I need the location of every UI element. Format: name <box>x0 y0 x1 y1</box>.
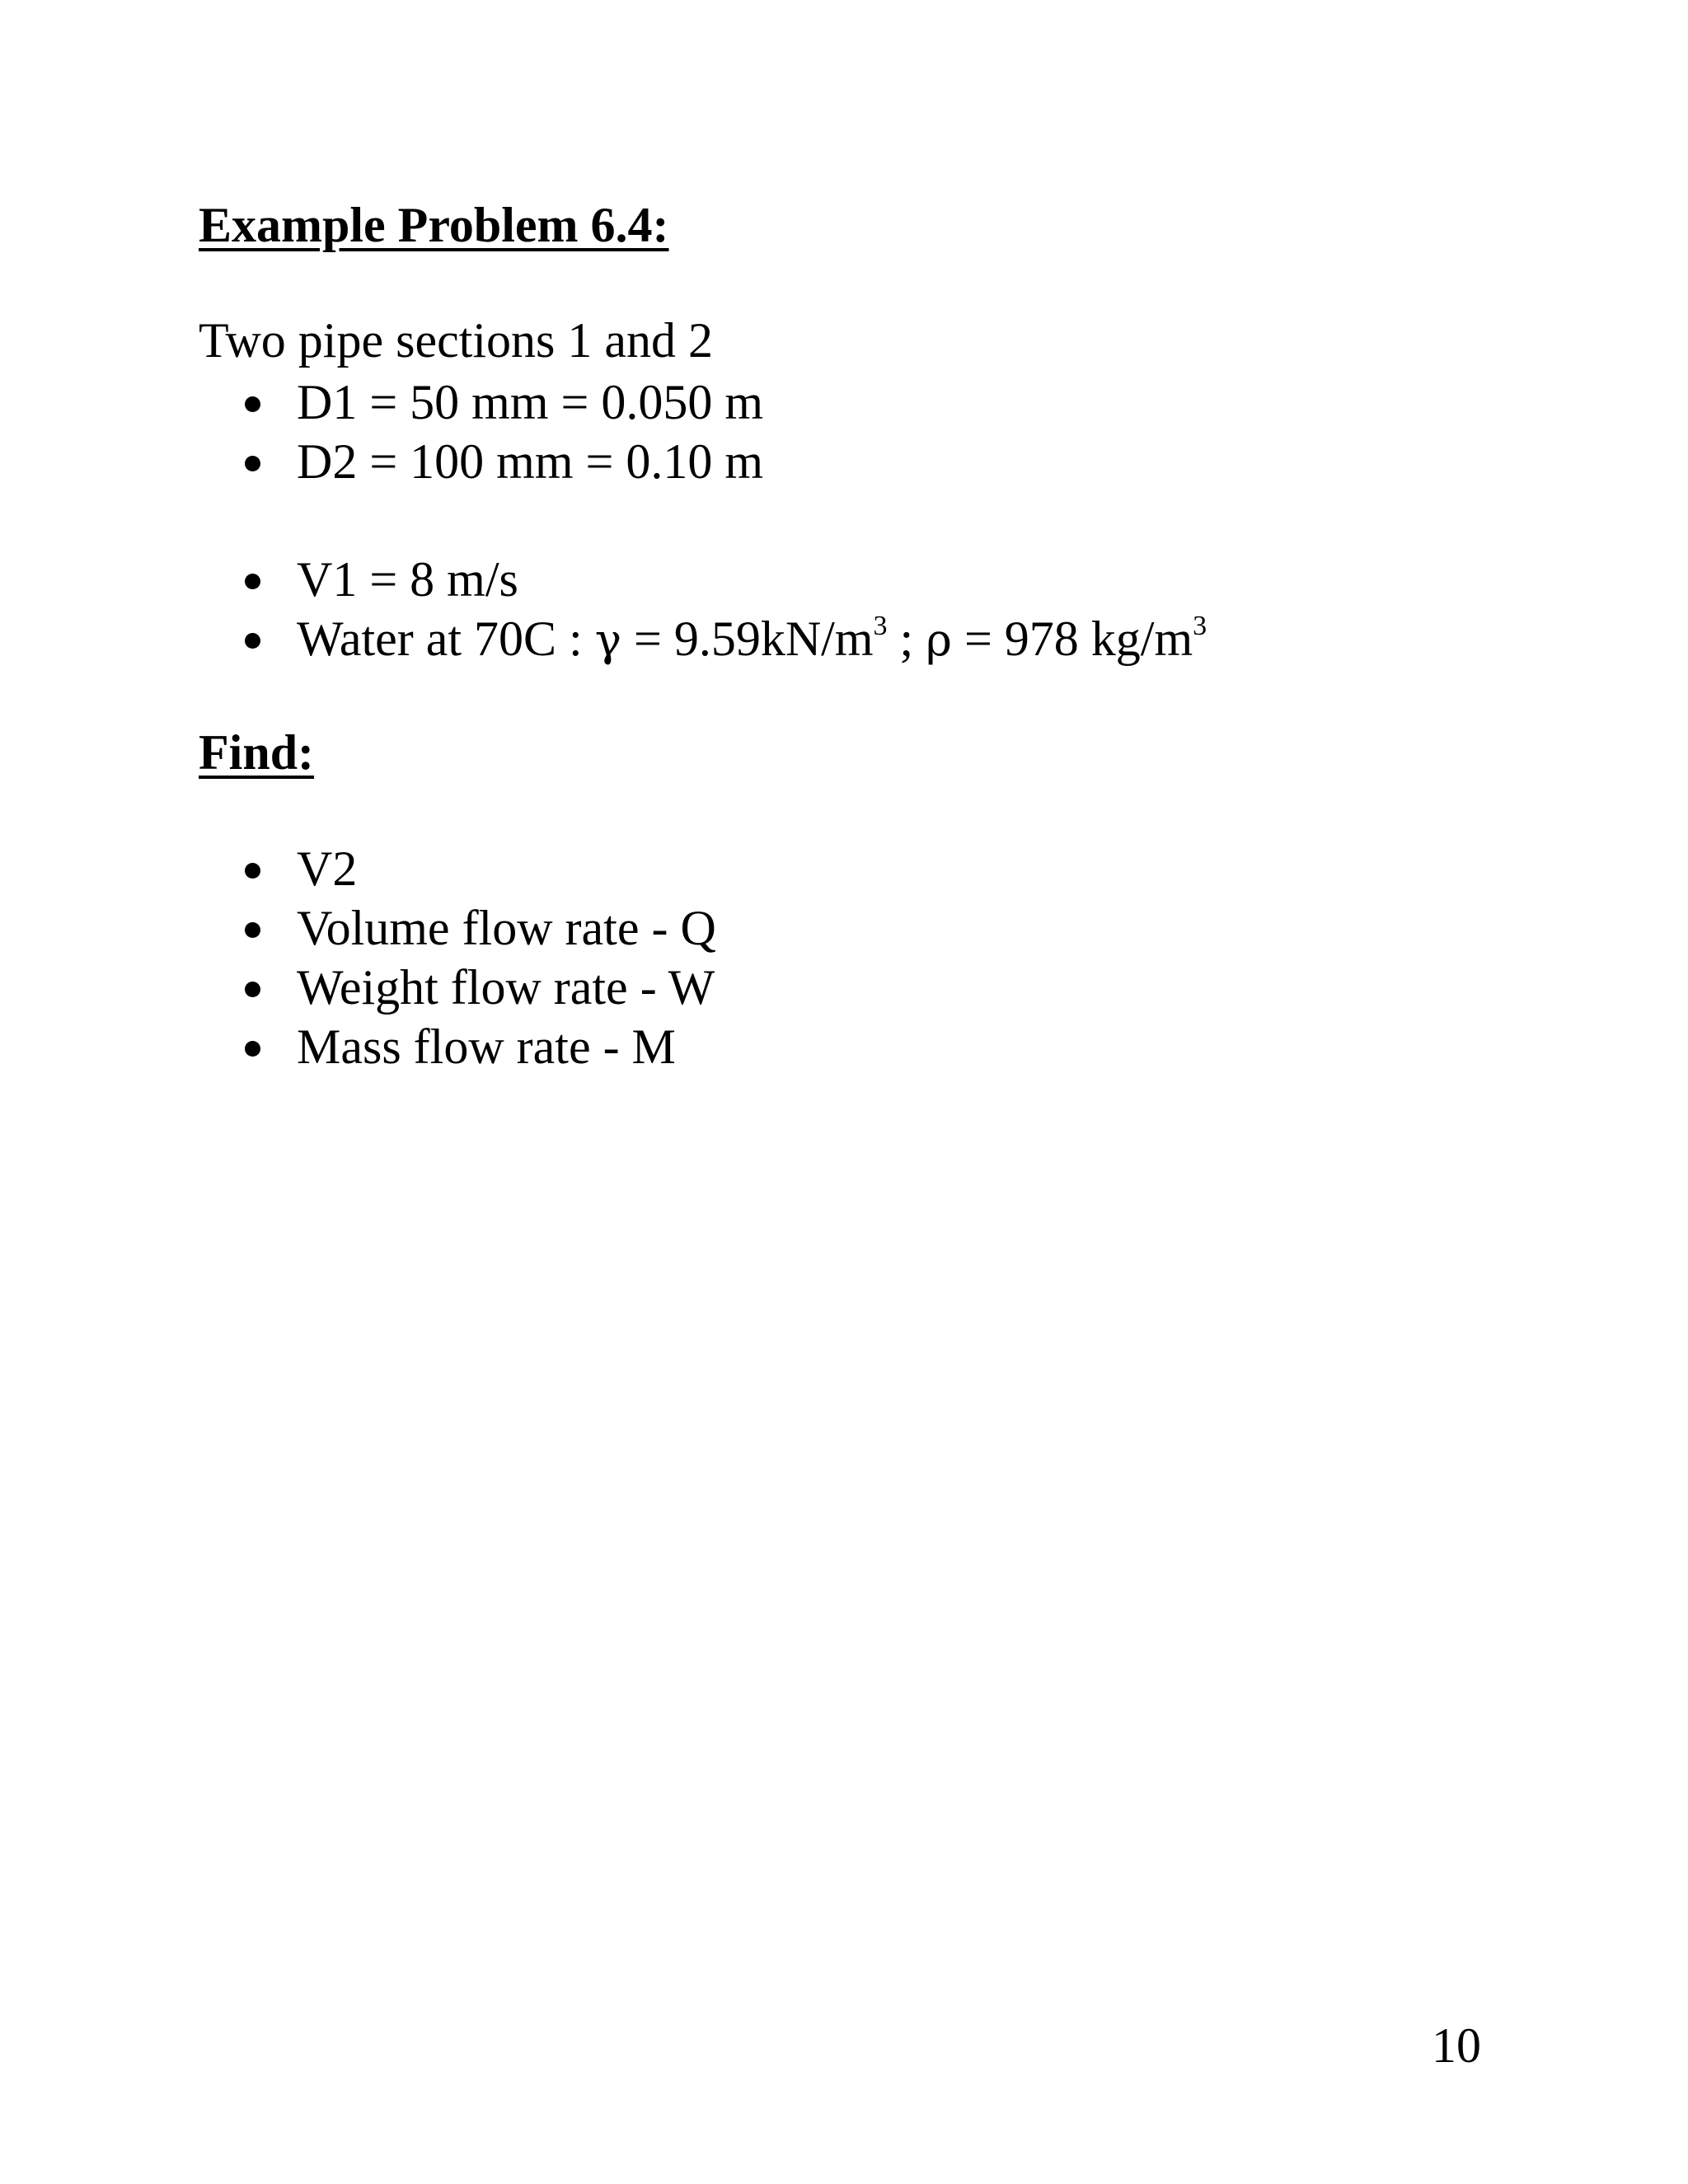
given-v1-text: V1 = 8 m/s <box>297 552 518 607</box>
page-title: Example Problem 6.4: <box>199 198 669 252</box>
rho-symbol: ρ <box>926 614 952 666</box>
intro-text: Two pipe sections 1 and 2 <box>199 313 714 368</box>
bullet-icon <box>245 633 260 649</box>
gamma-exponent: 3 <box>873 611 888 641</box>
bullet-icon <box>245 574 260 589</box>
given-d1-text: D1 = 50 mm = 0.050 m <box>297 375 764 429</box>
page-number: 10 <box>1432 2018 1481 2073</box>
rho-exponent: 3 <box>1193 611 1207 641</box>
bullet-icon <box>245 982 260 997</box>
find-item-volume-flow: Volume flow rate - Q <box>297 901 716 955</box>
bullet-icon <box>245 922 260 938</box>
bullet-icon <box>245 396 260 412</box>
find-item-mass-flow: Mass flow rate - M <box>297 1019 676 1074</box>
separator: ; <box>887 612 926 666</box>
water-label: Water at 70C : <box>297 612 595 666</box>
find-item-v2: V2 <box>297 841 358 896</box>
gamma-value: = 9.59kN/m <box>621 612 874 666</box>
bullet-icon <box>245 456 260 471</box>
water-properties <box>297 611 1207 666</box>
bullet-icon <box>245 1041 260 1057</box>
gamma-symbol: γ <box>594 614 622 666</box>
rho-value: = 978 kg/m <box>951 612 1193 666</box>
find-heading: Find: <box>199 725 315 780</box>
bullet-icon <box>245 863 260 879</box>
given-d2-text: D2 = 100 mm = 0.10 m <box>297 434 764 489</box>
find-item-weight-flow: Weight flow rate - W <box>297 960 715 1015</box>
